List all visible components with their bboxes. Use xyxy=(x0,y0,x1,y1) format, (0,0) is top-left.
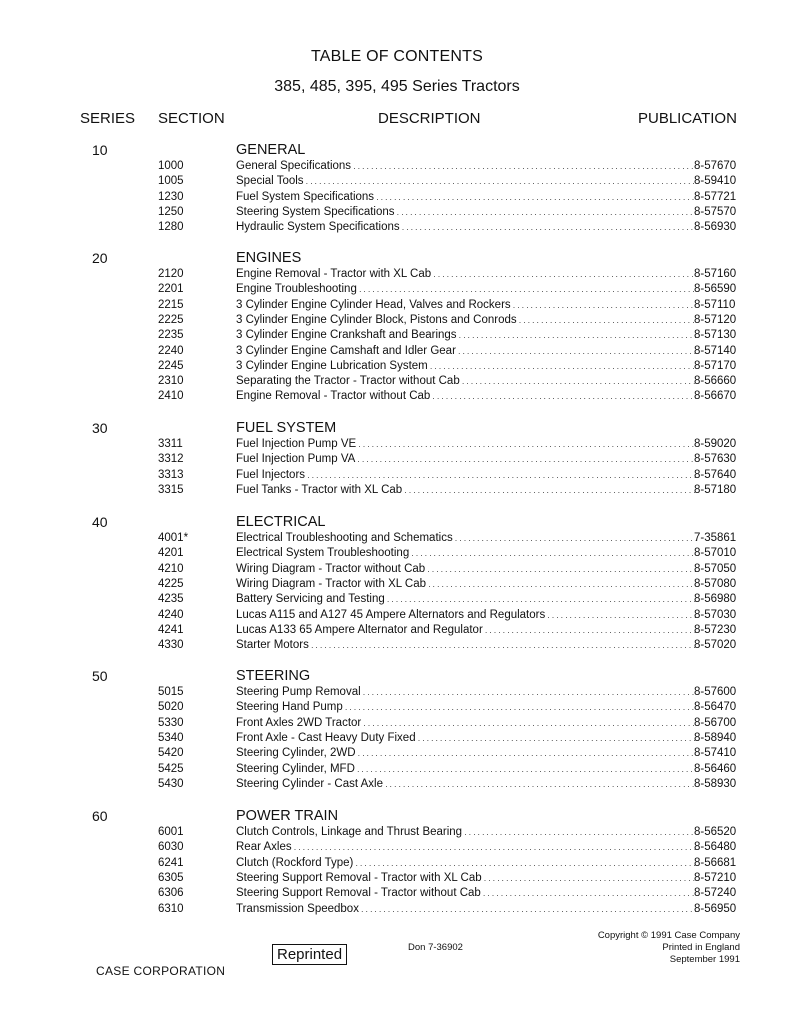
section-number: 6001 xyxy=(158,826,184,838)
section-description: Engine Removal - Tractor with XL Cab . . . xyxy=(236,267,696,282)
section-description: Battery Servicing and Testing . . . xyxy=(236,592,696,607)
series-number: 50 xyxy=(92,668,108,684)
toc-row xyxy=(0,468,794,483)
publication-number: 8-57140 xyxy=(694,344,737,357)
publication-number: 8-57410 xyxy=(694,747,737,760)
publication-number: 8-57230 xyxy=(694,623,737,636)
toc-row xyxy=(0,762,794,777)
company-name: CASE CORPORATION xyxy=(96,964,226,978)
section-number: 4210 xyxy=(158,562,184,575)
section-description: Wiring Diagram - Tractor without Cab . . . xyxy=(236,562,696,577)
toc-row xyxy=(0,483,794,498)
series-number: 10 xyxy=(92,142,108,158)
page-title: TABLE OF CONTENTS xyxy=(310,48,483,65)
publication-number: 8-56700 xyxy=(694,716,737,729)
section-description: Electrical System Troubleshooting . . . xyxy=(236,546,696,561)
section-number: 4240 xyxy=(158,608,184,621)
toc-row xyxy=(0,437,794,452)
section-number: 5020 xyxy=(158,701,184,714)
publication-number: 8-57050 xyxy=(694,562,737,575)
section-number: 2225 xyxy=(158,313,184,326)
toc-row xyxy=(0,328,794,343)
section-number: 3311 xyxy=(158,438,183,450)
toc-row xyxy=(0,220,794,235)
section-description: 3 Cylinder Engine Cylinder Head, Valves and Rockers . . . xyxy=(236,298,696,313)
toc-row xyxy=(0,344,794,359)
group-title: ENGINES xyxy=(236,250,302,266)
section-description: Steering Support Removal - Tractor with XL Cab . . . xyxy=(236,871,696,886)
section-description: Steering Cylinder - Cast Axle . . . xyxy=(236,777,696,792)
reprinted-stamp: Reprinted xyxy=(272,944,347,965)
section-description: 3 Cylinder Engine Crankshaft and Bearings . . . xyxy=(236,328,696,343)
group-title: STEERING xyxy=(236,668,311,684)
publication-number: 8-56520 xyxy=(694,826,737,838)
publication-number: 8-56681 xyxy=(694,856,737,869)
section-number: 6305 xyxy=(158,871,184,884)
section-description: Engine Troubleshooting . . . xyxy=(236,282,696,297)
publication-number: 8-57240 xyxy=(694,887,737,900)
toc-row xyxy=(0,731,794,746)
section-number: 4330 xyxy=(158,639,184,652)
publication-number: 8-57570 xyxy=(694,205,737,218)
publication-number: 8-56950 xyxy=(694,902,737,915)
publication-number: 8-59410 xyxy=(694,175,737,188)
toc-row xyxy=(0,205,794,220)
toc-row xyxy=(0,716,794,731)
toc-row xyxy=(0,700,794,715)
section-number: 5425 xyxy=(158,762,184,775)
section-description: Engine Removal - Tractor without Cab . . . xyxy=(236,389,696,404)
section-description: Clutch Controls, Linkage and Thrust Bearing . . . xyxy=(236,825,696,840)
section-description: Fuel Injectors . . . xyxy=(236,468,696,483)
column-header-series: SERIES xyxy=(80,110,136,127)
section-description: Fuel Injection Pump VA . . . xyxy=(236,452,696,467)
series-number: 20 xyxy=(92,250,108,266)
toc-row xyxy=(0,562,794,577)
section-description: 3 Cylinder Engine Camshaft and Idler Gear . . . xyxy=(236,344,696,359)
group-title: POWER TRAIN xyxy=(236,808,339,824)
section-number: 4235 xyxy=(158,593,184,606)
publication-number: 8-56470 xyxy=(694,701,737,714)
section-number: 1230 xyxy=(158,190,184,203)
series-number: 40 xyxy=(92,514,108,530)
publication-number: 8-57030 xyxy=(694,608,737,621)
section-description: Steering System Specifications . . . xyxy=(236,205,696,220)
toc-row xyxy=(0,546,794,561)
toc-row xyxy=(0,623,794,638)
section-description: Wiring Diagram - Tractor with XL Cab . . . xyxy=(236,577,696,592)
toc-row xyxy=(0,159,794,174)
section-number: 5330 xyxy=(158,716,184,729)
group-title: GENERAL xyxy=(236,142,306,158)
section-number: 4201 xyxy=(158,547,184,560)
section-number: 3312 xyxy=(158,453,184,466)
section-description: 3 Cylinder Engine Cylinder Block, Pistons and Conrods . . . xyxy=(236,313,696,328)
publication-number: 8-57130 xyxy=(694,329,737,342)
publication-number: 8-57630 xyxy=(694,453,737,466)
series-number: 30 xyxy=(92,420,108,436)
toc-row xyxy=(0,577,794,592)
section-number: 4225 xyxy=(158,577,184,590)
publication-number: 8-57170 xyxy=(694,359,737,372)
section-description: Electrical Troubleshooting and Schematics . . . xyxy=(236,531,696,546)
publication-number: 8-57160 xyxy=(694,268,737,280)
toc-row xyxy=(0,886,794,901)
section-number: 2240 xyxy=(158,344,184,357)
section-number: 6241 xyxy=(158,856,184,869)
toc-row xyxy=(0,638,794,653)
section-description: Rear Axles . . . xyxy=(236,840,696,855)
toc-row xyxy=(0,359,794,374)
series-number: 60 xyxy=(92,808,108,824)
section-description: Lucas A133 65 Ampere Alternator and Regulator . . . xyxy=(236,623,696,638)
section-description: Transmission Speedbox . . . xyxy=(236,902,696,917)
section-number: 2235 xyxy=(158,329,184,342)
section-description: Starter Motors . . . xyxy=(236,638,696,653)
toc-row xyxy=(0,531,794,546)
section-description: Steering Support Removal - Tractor without Cab . . . xyxy=(236,886,696,901)
publication-number: 7-35861 xyxy=(694,532,737,544)
toc-row xyxy=(0,313,794,328)
toc-row xyxy=(0,840,794,855)
section-description: Steering Cylinder, MFD . . . xyxy=(236,762,696,777)
group-title: FUEL SYSTEM xyxy=(236,420,337,436)
group-title: ELECTRICAL xyxy=(236,514,326,530)
publication-number: 8-57010 xyxy=(694,547,737,560)
toc-row xyxy=(0,267,794,282)
publication-number: 8-59020 xyxy=(694,438,737,450)
publication-number: 8-57670 xyxy=(694,160,737,172)
toc-row xyxy=(0,282,794,297)
section-number: 6030 xyxy=(158,841,184,854)
section-number: 5015 xyxy=(158,686,184,698)
section-description: Fuel System Specifications . . . xyxy=(236,190,696,205)
section-description: Fuel Injection Pump VE . . . xyxy=(236,437,696,452)
toc-row xyxy=(0,298,794,313)
section-number: 1250 xyxy=(158,205,184,218)
column-header-section: SECTION xyxy=(158,110,225,127)
section-number: 1000 xyxy=(158,160,184,172)
publication-number: 8-56590 xyxy=(694,283,737,296)
copyright-notice: Copyright © 1991 Case Company xyxy=(597,930,740,941)
section-description: Fuel Tanks - Tractor with XL Cab . . . xyxy=(236,483,696,498)
toc-row xyxy=(0,190,794,205)
publication-number: 8-56980 xyxy=(694,593,737,606)
toc-row xyxy=(0,389,794,404)
publication-number: 8-57210 xyxy=(694,871,737,884)
section-description: Separating the Tractor - Tractor without Cab . . . xyxy=(236,374,696,389)
section-number: 5340 xyxy=(158,731,184,744)
publication-number: 8-56930 xyxy=(694,221,737,234)
printed-in: Printed in England xyxy=(662,942,740,953)
publication-number: 8-57640 xyxy=(694,468,737,481)
document-number: Don 7-36902 xyxy=(408,942,463,953)
section-description: Front Axle - Cast Heavy Duty Fixed . . . xyxy=(236,731,696,746)
column-header-publication: PUBLICATION xyxy=(638,110,737,127)
section-description: Clutch (Rockford Type) . . . xyxy=(236,856,696,871)
section-number: 4241 xyxy=(158,623,184,636)
section-number: 3313 xyxy=(158,468,184,481)
section-number: 5420 xyxy=(158,747,184,760)
section-number: 5430 xyxy=(158,777,184,790)
section-number: 2215 xyxy=(158,298,184,311)
section-description: 3 Cylinder Engine Lubrication System . . . xyxy=(236,359,696,374)
section-number: 1005 xyxy=(158,175,184,188)
toc-row xyxy=(0,452,794,467)
section-number: 2120 xyxy=(158,268,184,280)
toc-row xyxy=(0,856,794,871)
section-description: Front Axles 2WD Tractor . . . xyxy=(236,716,696,731)
section-description: Steering Pump Removal . . . xyxy=(236,685,696,700)
toc-row xyxy=(0,902,794,917)
publication-number: 8-58940 xyxy=(694,731,737,744)
toc-row xyxy=(0,871,794,886)
publication-number: 8-56670 xyxy=(694,390,737,403)
publication-number: 8-57600 xyxy=(694,686,737,698)
toc-row xyxy=(0,608,794,623)
section-description: Lucas A115 and A127 45 Ampere Alternators and Regulators . . . xyxy=(236,608,696,623)
toc-row xyxy=(0,746,794,761)
publication-number: 8-57120 xyxy=(694,313,737,326)
section-description: General Specifications . . . xyxy=(236,159,696,174)
publication-number: 8-56480 xyxy=(694,841,737,854)
publication-number: 8-57721 xyxy=(694,190,737,203)
section-number: 2245 xyxy=(158,359,184,372)
toc-row xyxy=(0,825,794,840)
print-date: September 1991 xyxy=(669,954,740,965)
section-number: 1280 xyxy=(158,221,184,234)
section-description: Steering Cylinder, 2WD . . . xyxy=(236,746,696,761)
toc-row xyxy=(0,374,794,389)
toc-row xyxy=(0,174,794,189)
toc-row xyxy=(0,685,794,700)
page-subtitle: 385, 485, 395, 495 Series Tractors xyxy=(274,78,520,95)
section-number: 4001* xyxy=(158,532,189,544)
section-number: 2410 xyxy=(158,390,184,403)
publication-number: 8-58930 xyxy=(694,777,737,790)
publication-number: 8-57110 xyxy=(694,298,736,311)
column-header-description: DESCRIPTION xyxy=(378,110,481,127)
section-description: Hydraulic System Specifications . . . xyxy=(236,220,696,235)
publication-number: 8-57080 xyxy=(694,577,737,590)
toc-row xyxy=(0,592,794,607)
toc-row xyxy=(0,777,794,792)
publication-number: 8-57020 xyxy=(694,639,737,652)
publication-number: 8-56660 xyxy=(694,375,737,388)
section-number: 6306 xyxy=(158,887,184,900)
section-number: 2310 xyxy=(158,375,184,388)
publication-number: 8-57180 xyxy=(694,483,737,496)
publication-number: 8-56460 xyxy=(694,762,737,775)
section-number: 6310 xyxy=(158,902,184,915)
section-description: Steering Hand Pump . . . xyxy=(236,700,696,715)
section-number: 2201 xyxy=(158,283,184,296)
section-number: 3315 xyxy=(158,483,184,496)
section-description: Special Tools . . . xyxy=(236,174,696,189)
